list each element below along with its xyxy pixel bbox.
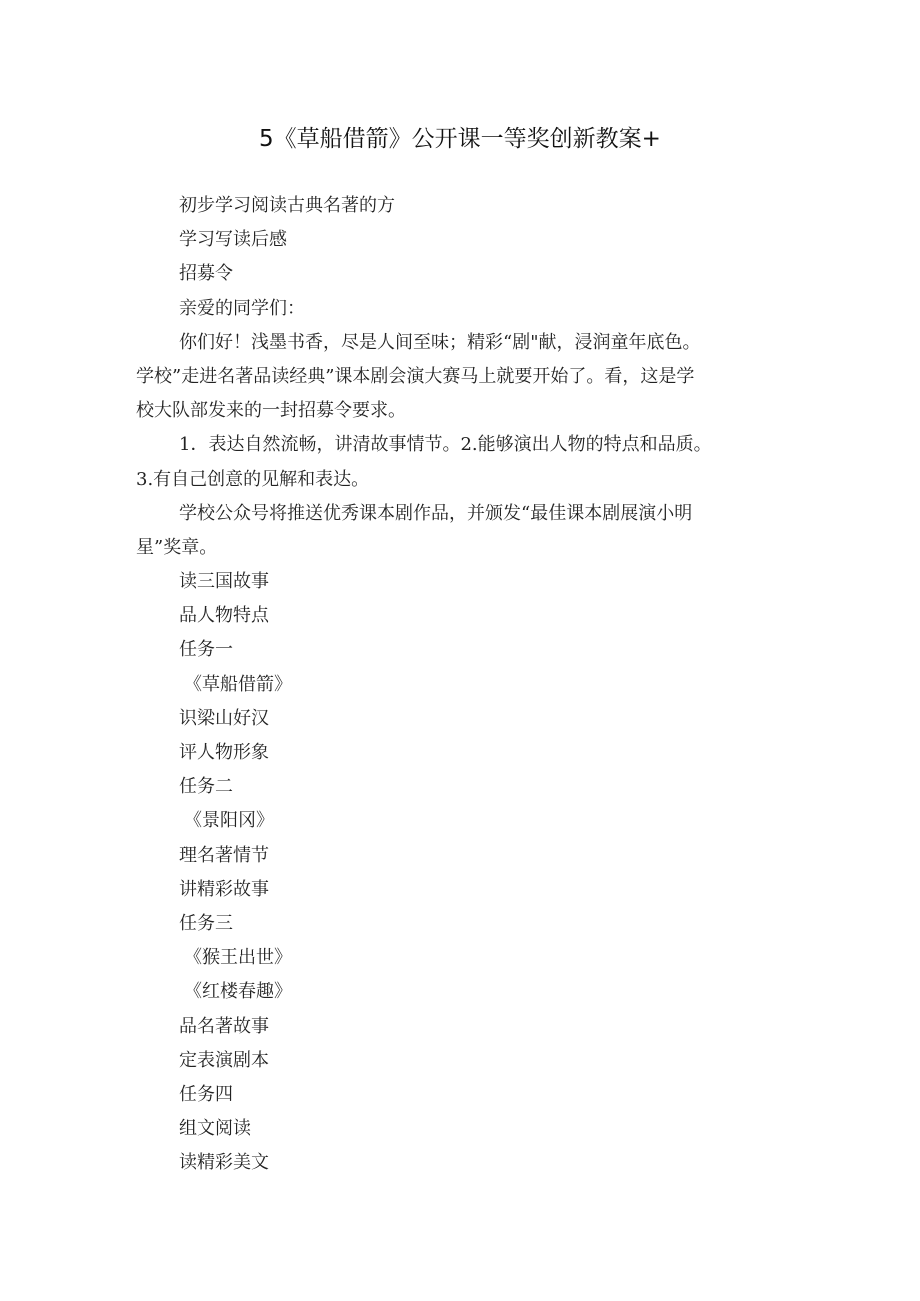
text-line: 亲爱的同学们： <box>179 297 305 319</box>
list-item: 讲精彩故事 <box>179 878 269 900</box>
book-title: 《草船借箭》 <box>184 673 292 695</box>
list-item: 品名著故事 <box>179 1015 269 1037</box>
task-heading: 任务三 <box>179 912 233 934</box>
list-item: 识梁山好汉 <box>179 707 269 729</box>
task-heading: 任务一 <box>179 639 233 661</box>
text-line: 学习写读后感 <box>179 229 287 251</box>
paragraph-line: 学校公众号将推送优秀课本剧作品，并颁发“最佳课本剧展演小明 <box>179 502 693 524</box>
book-title: 《红楼春趣》 <box>184 981 292 1003</box>
book-title: 《景阳冈》 <box>184 810 274 832</box>
text-line: 初步学习阅读古典名著的方 <box>179 195 395 216</box>
paragraph-line: 星”奖章。 <box>136 536 218 558</box>
list-item: 组文阅读 <box>179 1118 251 1140</box>
requirements-line: 3.有自己创意的见解和表达。 <box>136 468 370 490</box>
book-title: 《猴王出世》 <box>184 947 292 969</box>
requirements-line: 1．表达自然流畅，讲清故事情节。2.能够演出人物的特点和品质。 <box>179 434 712 456</box>
document-title: 5《草船借箭》公开课一等奖创新教案+ <box>259 126 661 152</box>
paragraph-line: 学校”走进名著品读经典”课本剧会演大赛马上就要开始了。看，这是学 <box>136 365 695 387</box>
list-item: 定表演剧本 <box>179 1049 269 1071</box>
task-heading: 任务四 <box>179 1083 233 1105</box>
task-heading: 任务二 <box>179 776 233 798</box>
text-line: 招募令 <box>179 263 233 285</box>
list-item: 品人物特点 <box>179 605 269 627</box>
list-item: 理名著情节 <box>179 844 269 866</box>
list-item: 读三国故事 <box>179 571 269 593</box>
document-body <box>136 189 786 1180</box>
list-item: 读精彩美文 <box>179 1152 269 1174</box>
list-item: 评人物形象 <box>179 742 269 763</box>
paragraph-line: 你们好！浅墨书香，尽是人间至味；精彩“剧"献，浸润童年底色。 <box>179 331 701 353</box>
paragraph-line: 校大队部发来的一封招募令要求。 <box>136 400 406 422</box>
